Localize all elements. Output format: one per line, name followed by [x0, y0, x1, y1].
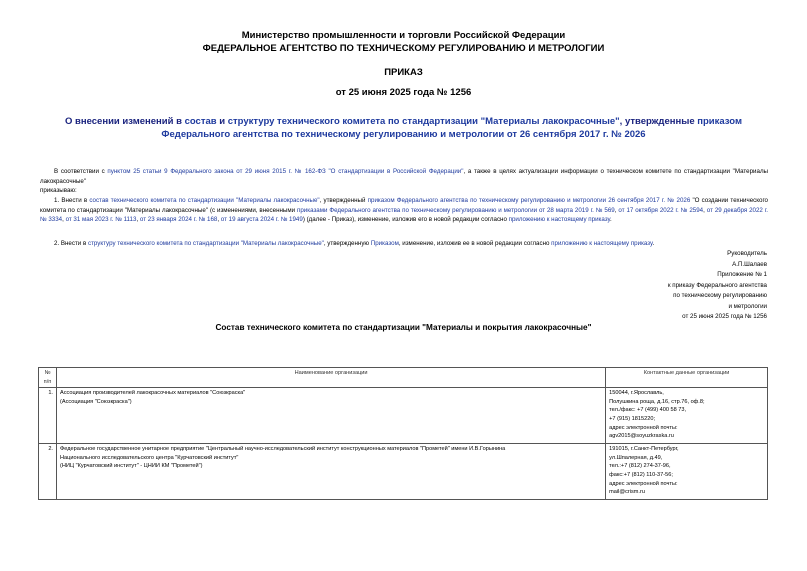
- header-contact: Контактные данные организации: [606, 368, 768, 388]
- org-name: Федеральное государственное унитарное предприятие "Центральный научно-исследовательский институт конструкционных материалов "Прометей" имени И.В.Горынина Национального исследовательского центра "Курчатовский институт" (НИЦ "Курчатовский институт" - ЦНИИ КМ "Прометей"): [56, 444, 605, 500]
- order-word: приказываю:: [40, 187, 77, 194]
- row-number: 1.: [39, 388, 57, 444]
- order-item-1: 1. Внести в состав технического комитета по стандартизации "Материалы лакокрасочные", утвержденный приказом Федерального агентства по техническому регулированию и метрологии 26 сентября 2017 г. № 2026 "О создании технического комитета по стандартизации "Материалы лакокрасочные" (с изменениями, внесенными приказами Федерального агентства по техническому регулированию и метрологии от 28 марта 2019 г. № 569, от 17 октября 2022 г. № 2594, от 29 декабря 2022 г. № 3334, от 31 мая 2023 г. № 1113, от 23 января 2024 г. № 168, от 19 августа 2024 г. № 1949) (далее - Приказ), изменение, изложив его в новой редакции согласно приложению к настоящему приказу.: [40, 197, 769, 224]
- table-header-row: [39, 368, 768, 388]
- preamble: В соответствии с пунктом 25 статьи 9 Федерального закона от 29 июня 2015 г. № 162-ФЗ "О стандартизации в Российской Федерации", а также в целях актуализации информации о техническом комитете по стандартизации "Материалы лакокрасочные": [40, 168, 769, 185]
- item1-link-order-2019[interactable]: приказами Федерального агентства по техническому регулированию и метрологии от 28 марта 2019 г. № 569: [297, 206, 615, 214]
- appendix-line-2: к приказу Федерального агентства: [667, 281, 767, 289]
- item2-link-appendix[interactable]: приложению к настоящему приказу: [551, 240, 653, 247]
- item1-link-order-2024-jan[interactable]: от 23 января 2024 г. № 168: [139, 216, 218, 224]
- email-link[interactable]: agv2015@soyuzkraska.ru: [609, 433, 674, 440]
- signature-block: [668, 249, 767, 323]
- item1-link-order-2017[interactable]: приказом Федерального агентства по техническому регулированию и метрологии 26 сентября 2017 г. № 2026: [367, 197, 691, 204]
- ministry-name: Министерство промышленности и торговли Российской Федерации: [241, 30, 566, 41]
- appendix-line-4: и метрологии: [728, 302, 767, 310]
- header-num: № п/п: [39, 368, 57, 388]
- item1-link-composition[interactable]: состав технического комитета по стандартизации "Материалы лакокрасочные": [89, 197, 320, 204]
- preamble-law-link[interactable]: пунктом 25 статьи 9 Федерального закона от 29 июня 2015 г. № 162-ФЗ "О стандартизации в Российской Федерации": [107, 168, 464, 175]
- doc-date: от 25 июня 2025 года № 1256: [335, 87, 472, 98]
- item2-link-order[interactable]: Приказом: [370, 240, 399, 247]
- signature-name: А.П.Шалаев: [732, 260, 767, 268]
- org-contacts: 150044, г.Ярославль, Полушкина роща, д.16, стр.76, оф.8; тел./факс: +7 (499) 400 58 73, +7 (915) 1815220; адрес электронной почты: agv2015@soyuzkraska.ru: [606, 388, 768, 444]
- committee-table: [38, 367, 768, 500]
- table-row: [39, 388, 768, 444]
- item1-link-order-2023[interactable]: от 31 мая 2023 г. № 1113: [65, 216, 137, 224]
- appendix-number: Приложение № 1: [717, 271, 767, 278]
- doc-type: ПРИКАЗ: [384, 67, 423, 78]
- document-title: О внесении изменений в состав и структуру технического комитета по стандартизации "Материалы лакокрасочные", утвержденные приказом Федерального агентства по техническому регулированию и метрологии от 26 сентября 2017 г. № 2026: [65, 116, 742, 140]
- title-link-structure[interactable]: структуру технического комитета по стандартизации "Материалы лакокрасочные": [227, 116, 620, 127]
- appendix-line-3: по техническому регулированию: [673, 292, 767, 299]
- item2-link-structure[interactable]: структуру технического комитета по стандартизации "Материалы лакокрасочные": [87, 240, 324, 247]
- item1-link-order-2022-oct[interactable]: от 17 октября 2022 г. № 2594: [618, 206, 704, 214]
- org-name: Ассоциация производителей лакокрасочных материалов "Союзкраска" (Ассоциация "Союзкраска"): [56, 388, 605, 444]
- section-title: Состав технического комитета по стандартизации "Материалы и покрытия лакокрасочные": [215, 323, 592, 332]
- row-number: 2.: [39, 444, 57, 500]
- org-contacts: 191015, г.Санкт-Петербург, ул.Шпалерная, д.49, тел.:+7 (812) 274-37-96, факс:+7 (812) 110-37-56; адрес электронной почты: mail@crism.ru: [606, 444, 768, 500]
- signature-role: Руководитель: [727, 250, 767, 257]
- email-link[interactable]: mail@crism.ru: [609, 489, 645, 496]
- agency-name: ФЕДЕРАЛЬНОЕ АГЕНТСТВО ПО ТЕХНИЧЕСКОМУ РЕГУЛИРОВАНИЮ И МЕТРОЛОГИИ: [202, 43, 605, 54]
- table-row: [39, 444, 768, 500]
- title-link-composition[interactable]: состав: [184, 116, 217, 127]
- item1-link-order-2022-dec[interactable]: от 29 декабря 2022 г. № 3334: [40, 206, 769, 224]
- order-item-2: 2. Внести в структуру технического комитета по стандартизации "Материалы лакокрасочные", утвержденную Приказом, изменение, изложив ее в новой редакции согласно приложению к настоящему приказу.: [54, 240, 655, 247]
- item1-link-appendix[interactable]: приложению к настоящему приказу: [508, 216, 610, 224]
- title-link-order[interactable]: приказом Федерального агентства по техническому регулированию и метрологии от 26 сентября 2017 г. № 2026: [161, 116, 742, 140]
- item1-link-order-2024-aug[interactable]: от 19 августа 2024 г. № 1949: [220, 216, 303, 224]
- header-org: Наименование организации: [56, 368, 605, 388]
- appendix-date: от 25 июня 2025 года № 1256: [682, 313, 767, 320]
